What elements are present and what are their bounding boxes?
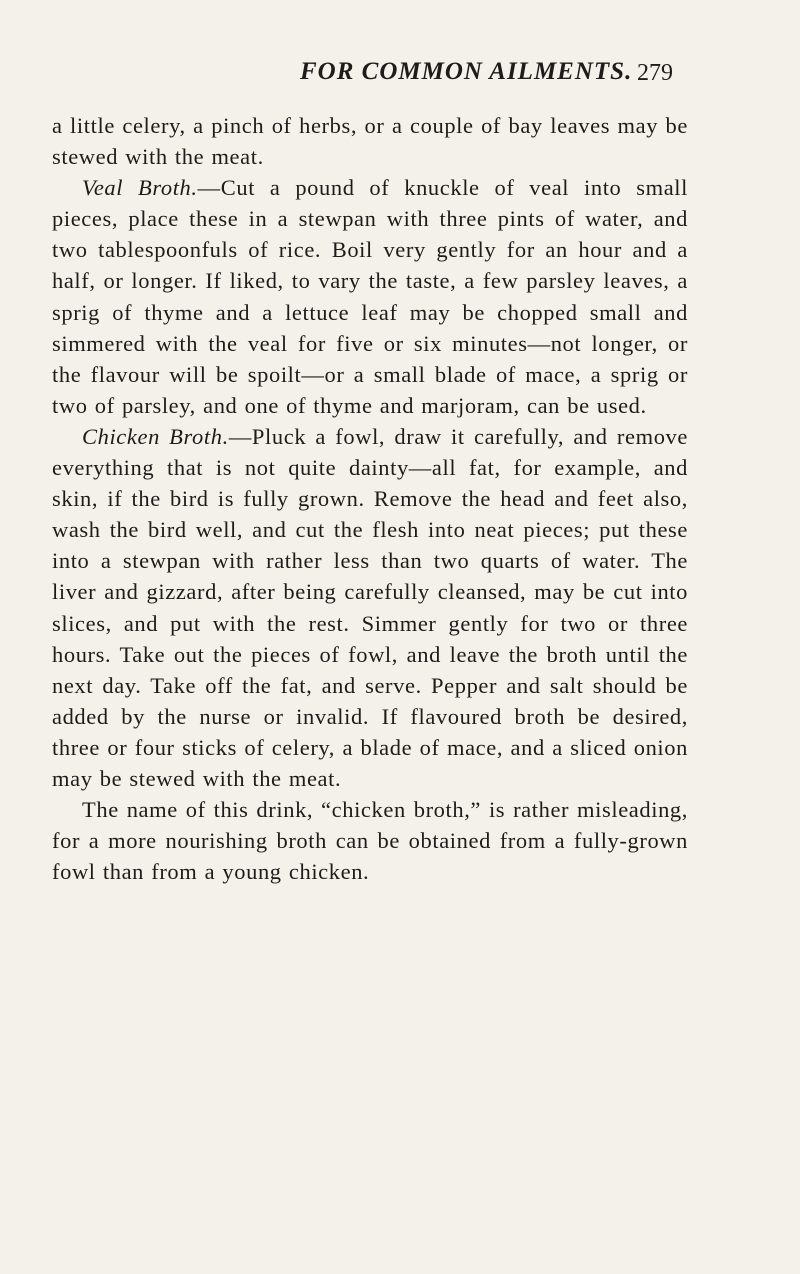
recipe-heading-veal-broth: Veal Broth. — [82, 175, 198, 201]
recipe-heading-chicken-broth: Chicken Broth. — [82, 423, 229, 449]
paragraph-note — [52, 794, 688, 887]
page-number: 279 — [637, 60, 673, 86]
paragraph-text: —Cut a pound of knuckle of veal into small pieces, place these in a stewpan with three pints of water, and two tablespoonfuls of rice. Boil very gently for an hour and a half, or longer. If liked, to vary the taste, a few parsley leaves, a sprig of thyme and a lettuce leaf may be chopped small and simmered with the veal for five or six minutes—not longer, or the flavour will be spoilt—or a small blade of mace, a sprig or two of parsley, and one of thyme and marjoram, can be used. — [52, 175, 688, 418]
paragraph-veal-broth — [52, 172, 688, 421]
running-title: FOR COMMON AILMENTS. — [300, 58, 633, 85]
paragraph-text: The name of this drink, “chicken broth,” is rather misleading, for a more nourishing broth can be obtained from a fully-grown fowl than from a young chicken. — [52, 797, 688, 885]
paragraph-chicken-broth — [52, 421, 688, 794]
paragraph-text: a little celery, a pinch of herbs, or a couple of bay leaves may be stewed with the meat. — [52, 113, 688, 170]
body-text — [52, 110, 688, 887]
paragraph-text: —Pluck a fowl, draw it carefully, and remove everything that is not quite dainty—all fat, for example, and skin, if the bird is fully grown. Remove the head and feet also, wash the bird well, and cut the flesh into neat pieces; put these into a stewpan with rather less than two quarts of water. The liver and gizzard, after being carefully cleansed, may be cut into slices, and put with the rest. Simmer gently for two or three hours. Take out the pieces of fowl, and leave the broth until the next day. Take off the fat, and serve. Pepper and salt should be added by the nurse or invalid. If flavoured broth be desired, three or four sticks of celery, a blade of mace, and a sliced onion may be stewed with the meat. — [52, 423, 688, 791]
running-head — [0, 58, 800, 98]
paragraph-continuation — [52, 110, 688, 172]
